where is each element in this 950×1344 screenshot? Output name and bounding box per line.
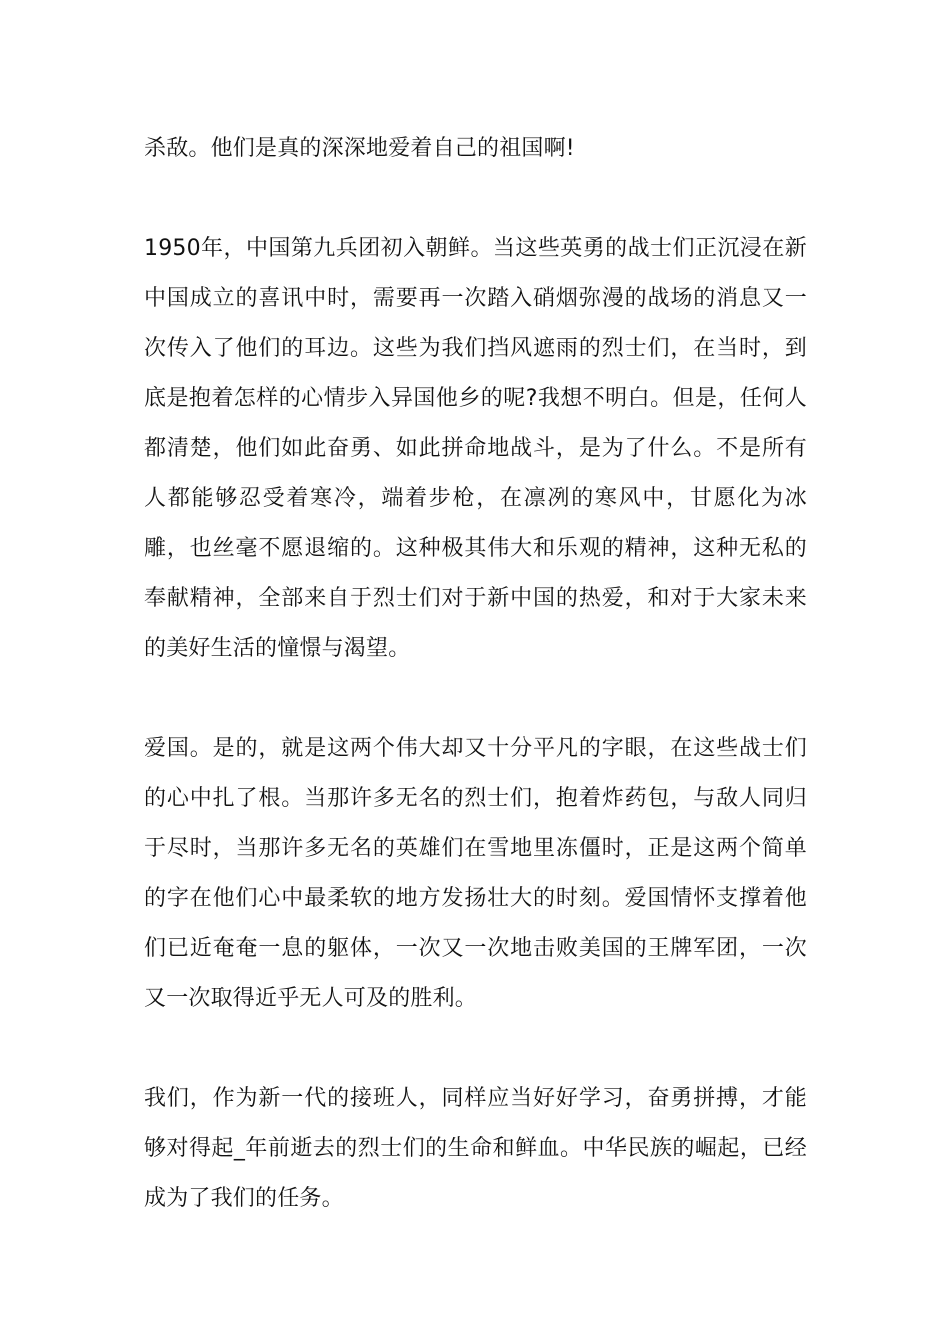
paragraph-gap: [144, 674, 807, 724]
paragraph-2: 1950年，中国第九兵团初入朝鲜。当这些英勇的战士们正沉浸在新中国成立的喜讯中时，需要再一次踏入硝烟弥漫的战场的消息又一次传入了他们的耳边。这些为我们挡风遮雨的烈士们，在当时，到底是抱着怎样的心情步入异国他乡的呢?我想不明白。但是，任何人都清楚，他们如此奋勇、如此拼命地战斗，是为了什么。不是所有人都能够忍受着寒冷，端着步枪，在凛冽的寒风中，甘愿化为冰雕，也丝毫不愿退缩的。这种极其伟大和乐观的精神，这种无私的奉献精神，全部来自于烈士们对于新中国的热爱，和对于大家未来的美好生活的憧憬与渴望。: [144, 236, 807, 661]
paragraph-1: 杀敌。他们是真的深深地爱着自己的祖国啊!: [144, 136, 575, 161]
paragraph-4: 我们，作为新一代的接班人，同样应当好好学习，奋勇拼搏，才能够对得起_年前逝去的烈士们的生命和鲜血。中华民族的崛起，已经成为了我们的任务。: [144, 1086, 807, 1211]
paragraph-3: 爱国。是的，就是这两个伟大却又十分平凡的字眼，在这些战士们的心中扎了根。当那许多无名的烈士们，抱着炸药包，与敌人同归于尽时，当那许多无名的英雄们在雪地里冻僵时，正是这两个简单的字在他们心中最柔软的地方发扬壮大的时刻。爱国情怀支撑着他们已近奄奄一息的躯体，一次又一次地击败美国的王牌军团，一次又一次取得近乎无人可及的胜利。: [144, 736, 807, 1011]
paragraph-gap: [144, 174, 807, 224]
paragraph-gap: [144, 1024, 807, 1074]
document-page: [144, 124, 807, 1224]
